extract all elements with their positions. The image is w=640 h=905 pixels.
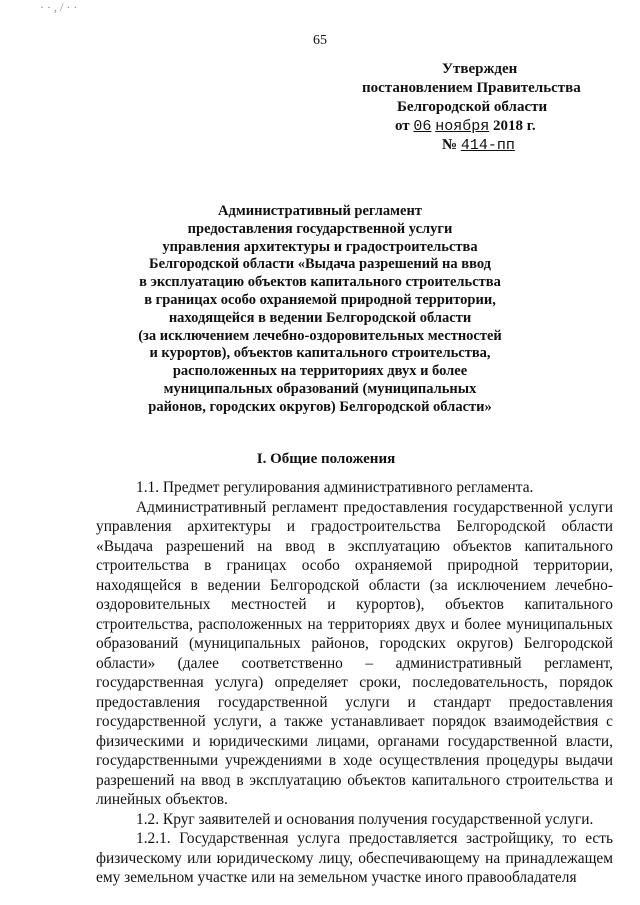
- title-line: в границах особо охраняемой природной территории,: [144, 291, 496, 308]
- paragraph: Административный регламент предоставления государственной услуги управления архитектуры и градостроительства Белгородской области «Выдача разрешений на ввод в эксплуатацию объектов капитального строительства в границах особо охраняемой природной территории, находящейся в ведении Белгородской области (за исключением лечебно-оздоровительных местностей и курортов), объектов капитального строительства, расположенных на территориях двух и более муниципальных образований (муниципальных районов, городских округов) Белгородской области» (далее соответственно – административный регламент, государственная услуга) определяет сроки, последовательность, порядок предоставления государственной услуги и стандарт предоставления государственной услуги, а также устанавливает порядок взаимодействия с физическими и юридическими лицами, органами государственной власти, государственными учреждениями в ходе осуществления процедуры выдачи разрешений на ввод в эксплуатацию объектов капитального строительства и линейных объектов.: [96, 498, 613, 808]
- title-line: в эксплуатацию объектов капитального строительства: [139, 274, 501, 291]
- approval-line-3: Белгородской области: [397, 99, 548, 115]
- document-title: [110, 203, 530, 417]
- title-line: и курортов), объектов капитального строительства,: [149, 345, 491, 362]
- date-prefix: от: [395, 118, 410, 134]
- paragraph: 1.2.1. Государственная услуга предоставляется застройщику, то есть физическому или юридическому лицу, обеспечивающему на принадлежащем ему земельном участке или на земельном участке иного правообладателя: [96, 830, 613, 886]
- approval-line-1: Утвержден: [442, 61, 518, 77]
- title-line: управления архитектуры и градостроительства: [162, 238, 478, 255]
- page-number: 65: [313, 33, 327, 48]
- section-heading: I. Общие положения: [256, 451, 396, 467]
- paragraph: 1.2. Круг заявителей и основания получения государственной услуги.: [136, 810, 594, 828]
- title-line: предоставления государственной услуги: [187, 220, 453, 237]
- scan-marks: · · , / · ·: [40, 0, 78, 14]
- title-line: расположенных на территориях двух и более: [172, 363, 468, 380]
- paragraph: 1.1. Предмет регулирования административного регламента.: [136, 479, 534, 496]
- title-line: Белгородской области «Выдача разрешений на ввод: [148, 256, 492, 273]
- approval-stamp: [362, 60, 581, 155]
- title-line: (за исключением лечебно-оздоровительных местностей: [138, 327, 502, 344]
- date-day: 06: [413, 118, 432, 135]
- title-line: муниципальных образований (муниципальных: [163, 380, 477, 397]
- approval-line-2: постановлением Правительства: [362, 80, 581, 96]
- approval-date-line: [362, 117, 581, 136]
- document-body: [96, 478, 613, 888]
- decree-number: 414-пп: [460, 137, 515, 154]
- title-line: районов, городских округов) Белгородской области»: [148, 398, 492, 415]
- approval-number-line: [362, 136, 581, 155]
- number-prefix: №: [442, 137, 458, 153]
- date-year: 2018 г.: [492, 118, 536, 134]
- date-month: ноября: [435, 118, 490, 135]
- title-line: находящейся в ведении Белгородской области: [168, 309, 472, 326]
- title-line: Административный регламент: [218, 203, 422, 219]
